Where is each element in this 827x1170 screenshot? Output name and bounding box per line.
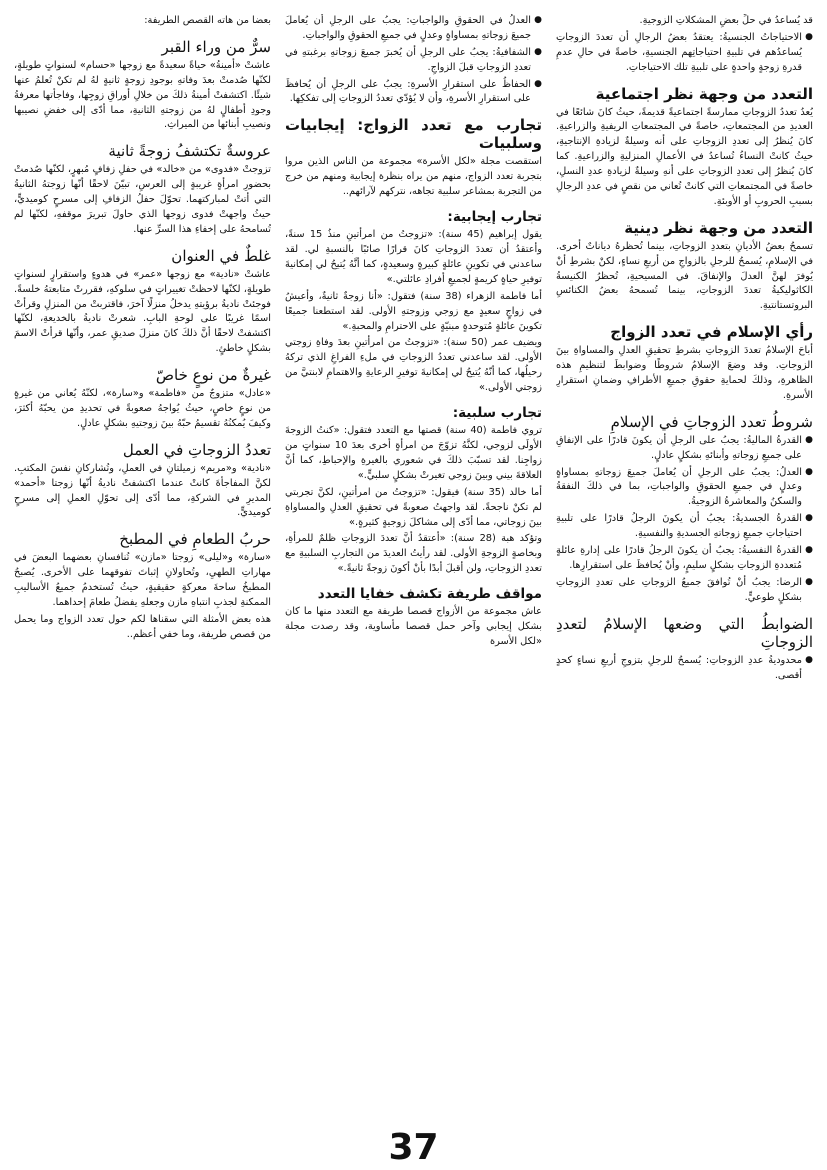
bullet-item: ● القدرةُ النفسيةُ: يجبُ أن يكونَ الرجلُ قادرًا على إدارةِ عائلةٍ مُتعددةِ الزوجاتِ بشكلٍ سليمٍ، وأنْ يُحافظَ على استقرارِها. [556,544,813,574]
article-section [14,247,271,357]
bullet-item: ● الرضا: يجبُ أنْ تُوافقَ جميعُ الزوجاتِ على تعددِ الزوجاتِ بشكلٍ طوعيٍّ. [556,576,813,606]
section-heading: عروسةٌ تكتشفُ زوجةً ثانية [108,142,271,161]
paragraph: استقصت مجلة «لكل الأسرة» مجموعة من الناس الذين مروا بتجربة تعدد الزواج، منهم من يراه بنظرة إيجابية ومنهم من خرج من التجربة بمشاعر سلبية تجاهه، نتركهم لآرائهم.. [285,156,542,198]
paragraph: تروي فاطمة (40 سنة) قصتها مع التعدد فتقول: «كنتُ الزوجةَ الأولَى لزوجي، لكنَّهُ تزوّجَ من امرأةٍ أخرى بعدَ 10 سنواتٍ من زواجِنا. لقد تسبّبَ ذلكَ في شعوري بالغيرةِ والإحباطِ، كما أنَّ العلاقةَ بيني وبينَ زوجي تغيرتْ بشكلٍ سلبيٍّ.» [285,425,542,481]
paragraph: عاشتْ «أمينةُ» حياةً سعيدةً مع زوجها «حسام» لسنواتٍ طويلةٍ، لكنّها صُدمتْ بعدَ وفاتهِ بوجودِ زوجةٍ ثانيةٍ لهُ لم تكنْ تُعلمُ عنها شيئًا. اكتشفتْ أمينةُ ذلكَ من خلالِ أوراقِ زوجِها، وفاجأتها معرفةُ وجودِ أطفالٍ لهُ من زوجتهِ الثانيةِ، مما أدّى إلى خفضِ نصيبها ونصيبِ أبنائها من الميراثِ. [14,59,271,131]
bullet-item: ● الحفاظُ على استقرارِ الأسرةِ: يجبُ على الرجلِ أن يُحافظَ على استقرارِ الأسرةِ، وأن لا يُؤدّي تعددُ الزوجاتِ إلى تفككِها. [285,78,542,108]
article-section [14,530,271,642]
magazine-page [14,14,813,1126]
paragraph: «نادية» و«مريم» زميلتانِ في العملِ، وتُشاركانِ نفسَ المكتبِ. لكنَّ المفاجأةَ كانتْ عندما اكتشفتْ ناديةُ أنّها زوجتا «أحمد» المديرِ في الشركةِ، مما أدّى إلى تحوّلِ العملِ إلى مسرحٍ كوميديٍّ. [14,462,271,519]
section-heading: التعدد من وجهة نظر دينية [624,218,813,237]
article-section [14,366,271,432]
article-section [556,14,813,76]
section-heading: حربُ الطعامِ في المطبخ [119,530,271,549]
page-number: 37 [388,1127,439,1168]
bullet-item: ● العدلُ في الحقوقِ والواجباتِ: يجبُ على الرجلِ أن يُعاملَ جميعَ زوجاتهِ بمساواةٍ وعدلٍ في جميعِ الحقوقِ والواجباتِ. [285,14,542,44]
column-left [14,14,271,1126]
section-heading: غلطٌ في العنوان [171,246,271,265]
section-heading: تجارب إيجابية: [447,209,542,226]
article-section [285,586,542,650]
paragraph: يقول إبراهيم (45 سنة): «تزوجتُ من امرأتينِ منذُ 15 سنةً، وأعتقدُ أن تعددَ الزوجاتِ كانَ قرارًا صائبًا بالنسبةِ لي. لقد ساعدني في تكوينِ عائلةٍ كبيرةٍ وسعيدةٍ، كما أنَّهُ يُتيحُ لي إمكانيةَ توفيرِ حياةٍ كريمةٍ لجميعِ أفرادِ عائلتي.» [285,229,542,285]
paragraph: تزوجتْ «فدوى» من «خالد» في حفلِ زفافٍ مُبهرٍ، لكنّها صُدمتْ بحضورِ امرأةٍ غريبةٍ إلى العرسِ، تبيّنَ لاحقًا أنّها زوجتهُ الثانيةُ التي أتتْ لمباركتهما. تحوّلَ حفلُ الزفافِ إلى مسرحٍ كوميديٍّ، حيثُ واجهتْ فدوى زوجها الذي حاولَ تبريرَ موقفهِ، لكنّها لم تُسامحهُ على إخفاءِ هذا السرِّ عنها. [14,164,271,235]
paragraph: تسمحُ بعضُ الأديانِ بتعددِ الزوجاتِ، بينما تُحظرهُ دياناتٌ أخرى. في الإسلامِ، يُسمحُ للرجلِ بالزواجِ من أربعِ نساءٍ، لكنْ بشرطِ أنْ يُوفرَ لهنَّ العدلَ والإنفاقَ. في المسيحيةِ، تُحظرُ الكنيسةُ الكاثوليكيةُ تعددَ الزوجاتِ، بينما تُسمحهُ بعضُ الكنائسِ البروتستانتيةِ. [556,240,813,312]
paragraph: أما فاطمة الزهراء (38 سنة) فتقول: «أنا زوجةٌ ثانيةٌ، وأعيشُ في زواجٍ سعيدٍ مع زوجي وزوجتهِ الأولى. لقد استطعنا جميعًا تكوينَ عائلةٍ مُتوحدةٍ مبنيّةٍ على الاحترامِ والمحبةِ.» [285,290,542,332]
section-heading: تجارب سلبية: [452,405,542,421]
section-heading: شروطُ تعدد الزوجاتِ في الإسلامِ [610,412,813,431]
article-section [14,38,271,133]
column-middle [285,14,542,1126]
section-heading: سرٌّ من وراء القبر [161,37,271,56]
paragraph: وتؤكد هبة (28 سنة): «أعتقدُ أنَّ تعددَ الزوجاتِ ظلمٌ للمرأةِ، وبخاصةٍ الزوجةِ الأولى. لقد رأيتُ العديدَ من التجاربِ السلبيةِ مع تعددِ الزوجاتِ، ولن أقبلَ أبدًا بأنْ أكونَ زوجةً ثانيةً.» [285,533,542,575]
paragraph: أباحَ الإسلامُ تعددَ الزوجاتِ بشرطِ تحقيقِ العدلِ والمساواةِ بينَ الزوجاتِ. وقد وضعَ الإسلامُ شروطًا وضوابطَ لتنظيمِ هذه الظاهرةِ، وذلكَ لحمايةِ حقوقِ جميعِ الأطرافِ وضمانِ استقرارِ الأسرةِ. [556,345,813,401]
article-section [285,405,542,577]
section-heading: التعدد من وجهة نظر اجتماعية [595,84,813,103]
section-heading: غيرةٌ من نوعٍ خاصّ [155,366,271,385]
paragraph: بعضا من هاته القصص الطريفة: [144,15,271,26]
paragraph: عاش مجموعة من الأزواج قصصا طريفة مع التعدد منها ما كان بشكل إيجابي وآخر حمل قصصا مأساوية، وقد رصدت مجلة «لكل الأسرة [285,606,542,648]
article-section [285,116,542,200]
paragraph: «سارة» و«ليلى» زوجتا «مازن» تُنافسانِ بعضهما البعضَ في مهاراتِ الطهيِ، وتُحاولانِ إثباتَ تفوقهما على الأخرى. يُصبحُ المطبخُ ساحةَ معركةٍ حقيقيةٍ، حيثُ تُستخدمُ جميعُ الأساليبِ الممكنةِ لجذبِ انتباهِ مازن وجعلهِ يفضلُ طعامَ إحداهما. [14,552,271,609]
paragraph: أما خالد (35 سنة) فيقول: «تزوجتُ من امرأتينِ، لكنَّ تجربتي لم تكنْ ناجحةً. لقد واجهتُ صعوبةً في تحقيقِ العدلِ والمساواةِ بينَ زوجاتي، مما أدّى إلى مشاكلَ زوجيةٍ كثيرةٍ.» [285,486,542,528]
section-heading: تجارب مع تعدد الزواج: إيجابيات وسلبيات [285,116,542,153]
article-section [14,441,271,522]
section-heading: تعددُ الزوجاتِ في العمل [122,440,271,459]
article-section [285,209,542,396]
bullet-item: ● القدرةُ الماليةُ: يجبُ على الرجلِ أن يكونَ قادرًا على الإنفاقِ على جميعِ زوجاتهِ وأبنائهِ بشكلٍ عادلٍ. [556,434,813,464]
section-heading: رأي الإسلام في تعدد الزواج [610,323,813,342]
bullet-item: ● القدرةُ الجسديةُ: يجبُ أن يكونَ الرجلُ قادرًا على تلبيةِ احتياجاتِ جميعِ زوجاتهِ الجسديةِ والنفسيةِ. [556,512,813,542]
paragraph: قد يُساعدُ في حلِّ بعضِ المشكلاتِ الزوجيةِ. [639,15,813,26]
paragraph: هذه بعض الأمثلة التي سقناها لكم حول تعدد الزواج وما يحمل من قصص طريفة، وما خفي أعظم.. [14,613,271,640]
bullet-item: ● محدوديةُ عددِ الزوجاتِ: يُسمحُ للرجلِ بتزوجِ أربعِ نساءٍ كحدٍ أقصى. [556,654,813,684]
article-section [556,413,813,606]
paragraph: «عادل» متزوجٌ من «فاطمة» و«سارة»، لكنّهُ يُعاني من غيرةٍ من نوعٍ خاصٍ، حيثُ يُواجهُ صعوبةً في تحديدِ من يحبّهُ أكثرَ، وكيفَ يُمكنُهُ تقسيمُ حبّهُ بينَ زوجتيهِ بشكلٍ عادلٍ. [14,388,271,429]
article-section [556,615,813,684]
article-section [556,323,813,404]
bullet-item: ● العدلُ: يجبُ على الرجلِ أن يُعاملَ جميعَ زوجاتهِ بمساواةٍ وعدلٍ في جميعِ الحقوقِ والواجباتِ، بما في ذلكَ النفقةُ والسكنُ والمعاشرةُ الزوجيةُ. [556,466,813,511]
article-section [556,219,813,314]
bullet-item: ● الشفافيةُ: يجبُ على الرجلِ أن يُخبرَ جميعَ زوجاتهِ برغبتهِ في تعددِ الزوجاتِ قبلَ الزواجِ. [285,46,542,76]
paragraph: ويضيف عمر (50 سنة): «تزوجتُ من امرأتينِ بعدَ وفاةِ زوجتي الأولى. لقد ساعدني تعددُ الزوجاتِ في ملءِ الفراغِ الذي تركهُ رحيلُها، كما أنّهُ يُتيحُ لي إمكانيةَ توفيرِ الرعايةِ والاهتمامِ لابنتيَّ من زوجتي الأولى.» [285,337,542,394]
article-section [285,14,542,107]
section-heading: الضوابطُ التي وضعها الإسلامُ لتعددِ الزوجاتِ [556,614,813,651]
column-right [556,14,813,1126]
paragraph: عاشتْ «نادية» مع زوجها «عمر» في هدوءٍ واستقرارٍ لسنواتٍ طويلةٍ، لكنّها لاحظتْ تغييراتٍ في سلوكهِ، فقررتْ متابعتهُ خلسةً. فوجئتْ ناديةُ برؤيتهِ يدخلُ منزلًا آخرَ، فاقتربتْ من المنزلِ وقرأتْ اسمًا غريبًا على لوحةِ البابِ. شعرتْ ناديةُ بالخديعةِ، لكنّها اكتشفتْ لاحقًا أنَّ ذلكَ كانَ منزلَ صديقِ عمر، وأنّها قرأتْ الاسمَ بشكلٍ خاطئٍ. [14,268,271,355]
bullet-item: ● الاحتياجاتُ الجنسيةُ: يعتقدُ بعضُ الرجالِ أن تعددَ الزوجاتِ يُساعدُهم في تلبيةِ احتياجاتِهم الجنسيةِ، خاصةً في حالِ عدمِ قدرةِ زوجةٍ واحدةٍ على تلبيةِ تلك الاحتياجاتِ. [556,31,813,76]
section-heading: مواقف طريفة تكشف خفايا التعدد [317,586,542,603]
article-section [556,85,813,210]
article-section [14,142,271,237]
paragraph: يُعدُ تعددُ الزوجاتِ ممارسةً اجتماعيةً قديمةً، حيثُ كانَ شائعًا في العديدِ من المجتمعاتِ، خاصةً في المجتمعاتِ الريفيةِ والزراعيةِ. كانَ يُنظرُ إلى تعددِ الزوجاتِ على أنه وسيلةٌ لزيادةِ الإنتاجيةِ، حيثُ كانتْ النساءُ تُساعدُ في الأعمالِ المنزليةِ والزراعيةِ. كما كانَ يُنظرُ إلى تعددِ الزوجاتِ على أنهِ وسيلةٌ لزيادةِ عددِ النسلِ، خاصةً في المجتمعاتِ التي كانتْ تُعاني من نقصٍ في عددِ الرجالِ بسببِ الحروبِ أو الأوبئةِ. [556,106,813,207]
article-section [14,14,271,29]
